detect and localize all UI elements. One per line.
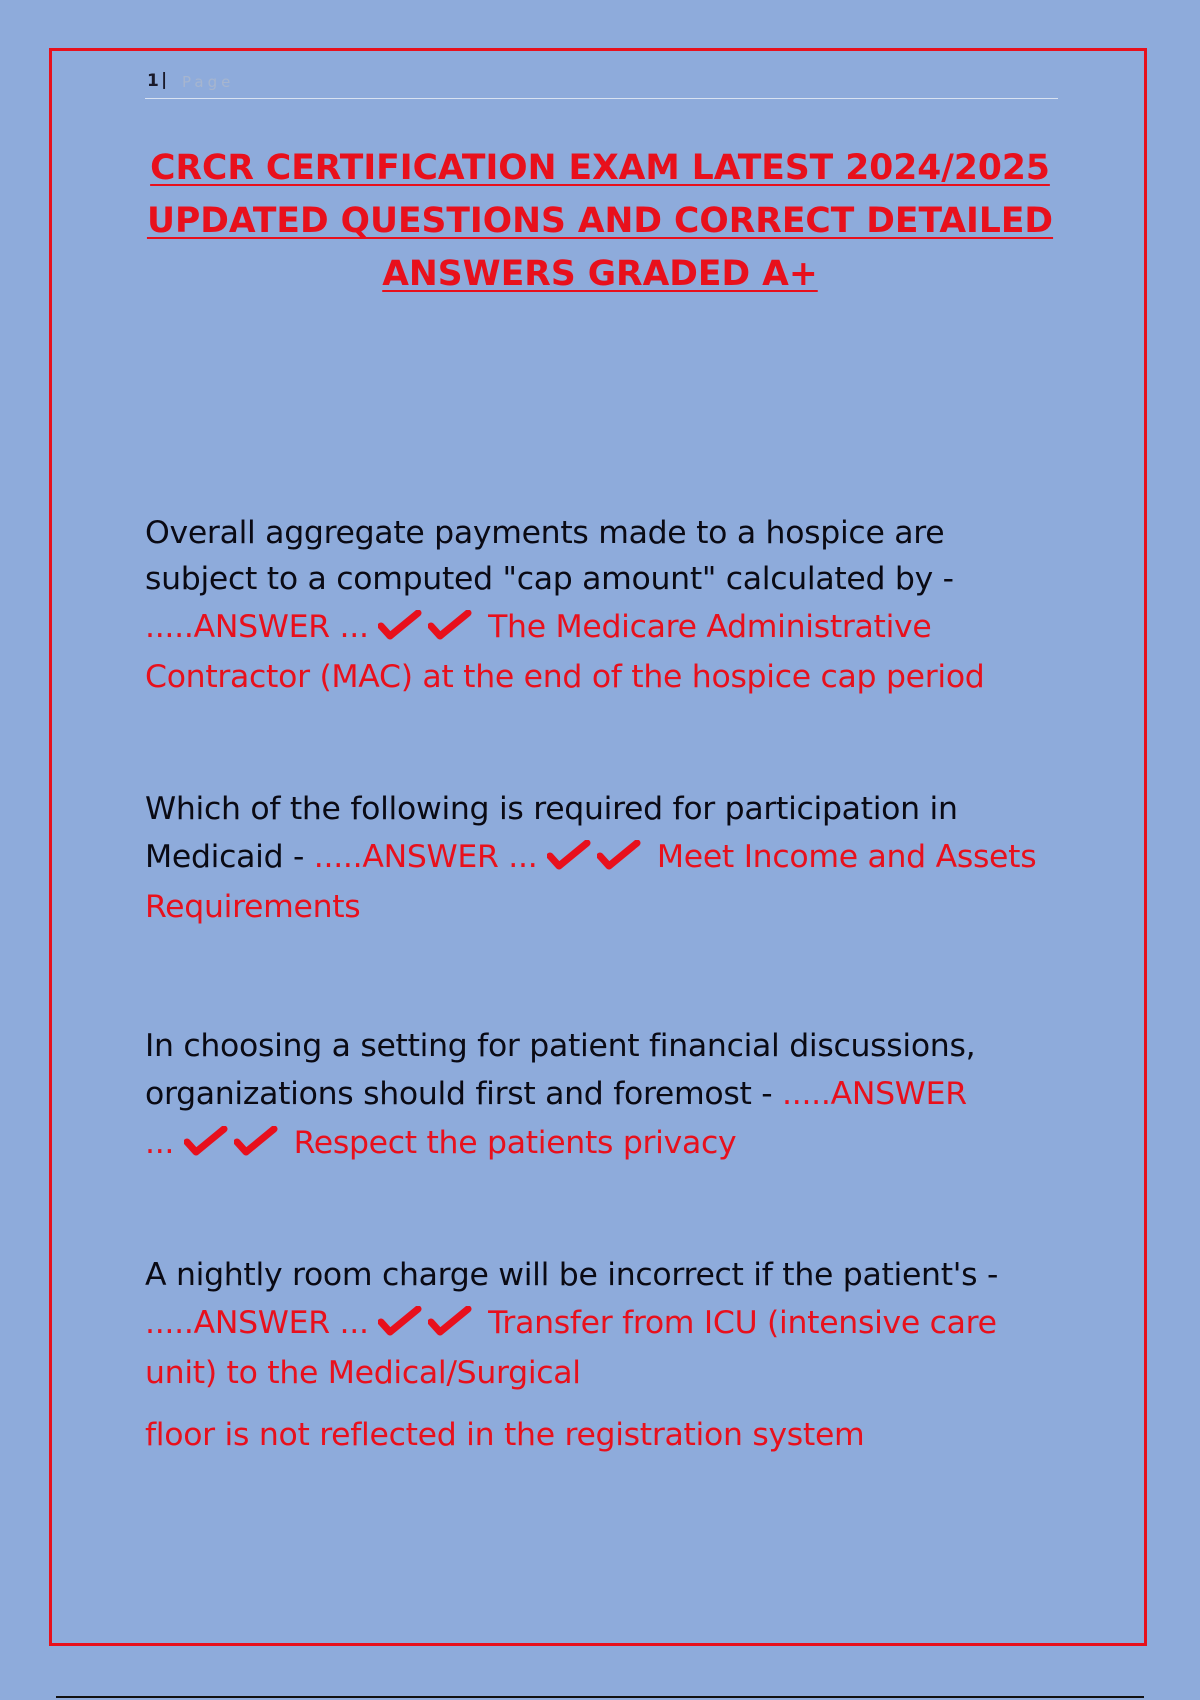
footer-rule xyxy=(56,1696,1144,1698)
question-text: A nightly room charge will be incorrect if the patient's - xyxy=(145,1257,999,1293)
qa-item-1 xyxy=(145,510,1065,702)
check-icon xyxy=(428,610,472,640)
check-icon xyxy=(547,840,591,870)
answer-text: Meet Income and Assets Requirements xyxy=(145,839,1037,925)
check-icon xyxy=(378,1306,422,1336)
answer-text: Transfer from ICU (intensive care unit) to the Medical/Surgical xyxy=(145,1305,997,1391)
qa-item-3 xyxy=(145,1022,1065,1168)
check-icon xyxy=(378,610,422,640)
question-text: In choosing a setting for patient financial discussions, organizations should first and foremost - xyxy=(145,1028,976,1112)
check-icon xyxy=(184,1126,228,1156)
question-text: Which of the following is required for participation in Medicaid - xyxy=(145,791,958,875)
question-text: Overall aggregate payments made to a hospice are subject to a computed "cap amount" calculated by - xyxy=(145,515,954,597)
page-separator: | xyxy=(161,70,168,90)
answer-prefix: .....ANSWER ... xyxy=(145,1305,369,1341)
answer-prefix: .....ANSWER xyxy=(782,1076,967,1112)
qa-item-4 xyxy=(145,1252,1065,1460)
answer-prefix-cont: ... xyxy=(145,1125,175,1161)
answer-prefix: .....ANSWER ... xyxy=(313,839,538,875)
page-label: Page xyxy=(182,73,235,91)
document-title: CRCR CERTIFICATION EXAM LATEST 2024/2025 UPDATED QUESTIONS AND CORRECT DETAILED ANSWERS GRADED A+ xyxy=(146,148,1054,294)
answer-block xyxy=(145,1298,1065,1398)
answer-block xyxy=(145,1118,1065,1168)
page-header xyxy=(145,68,1058,99)
answer-continuation: floor is not reflected in the registration system xyxy=(145,1417,865,1453)
answer-block xyxy=(145,602,1065,702)
check-icon xyxy=(428,1306,472,1336)
page-number: 1 xyxy=(147,71,159,91)
answer-prefix: .....ANSWER ... xyxy=(145,609,369,645)
answer-text: Respect the patients privacy xyxy=(293,1125,737,1161)
check-icon xyxy=(234,1126,278,1156)
answer-text: The Medicare Administrative Contractor (MAC) at the end of the hospice cap period xyxy=(145,609,985,695)
qa-item-2 xyxy=(145,786,1065,932)
check-icon xyxy=(597,840,641,870)
